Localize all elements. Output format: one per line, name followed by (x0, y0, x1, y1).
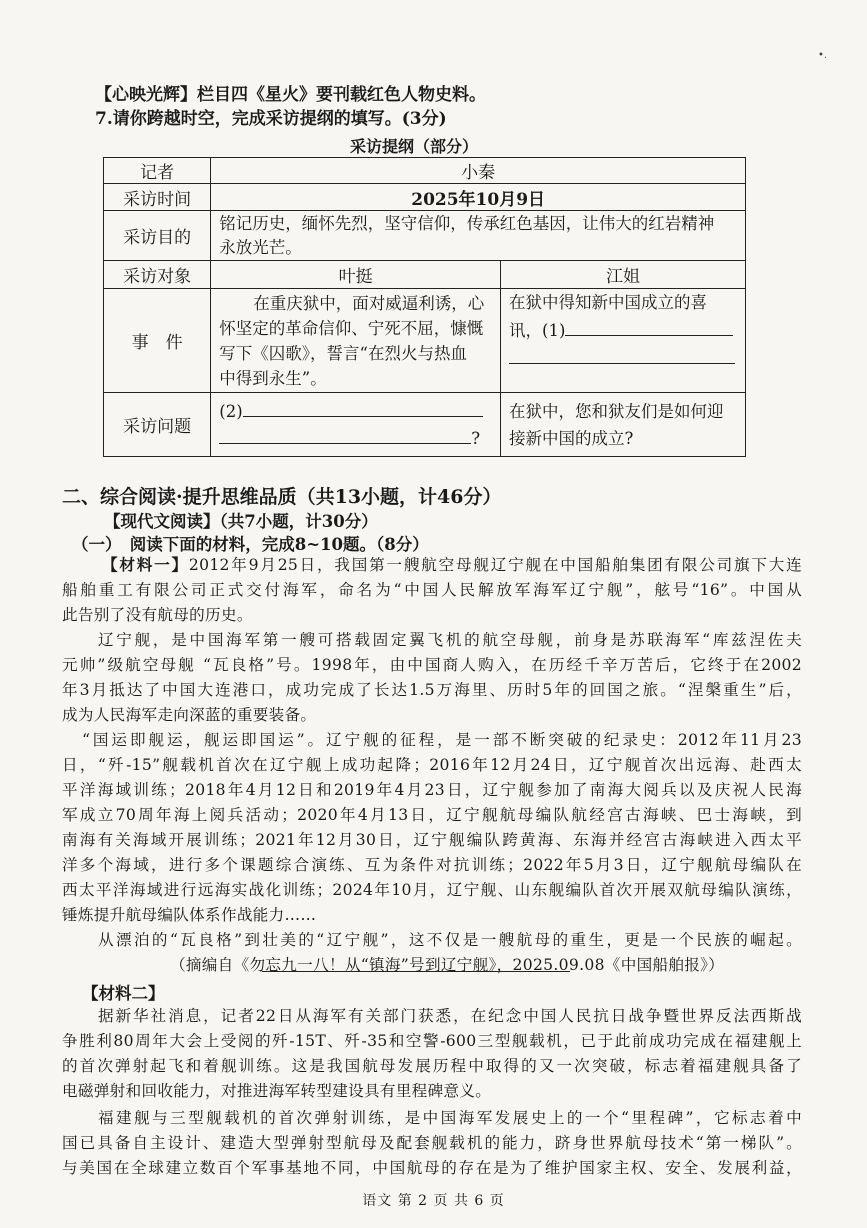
time-value: 2025年10月9日 (211, 184, 746, 211)
event-jiang-jie: 在狱中得知新中国成立的喜 讯，(1) (501, 289, 746, 393)
corner-mark: •. (818, 50, 828, 61)
question-label: 采访问题 (104, 393, 211, 457)
material2-line: 福建舰与三型舰载机的首次弹射训练，是中国海军发展史上的一个“里程碑”，它标志着中 (98, 1109, 802, 1127)
modern-reading-heading: 【现代文阅读】（共7小题，计30分） (104, 512, 378, 531)
material2-line: 国已具备自主设计、建造大型弹射型航母及配套舰载机的能力，跻身世界航母技术“第一梯队”。 (62, 1134, 802, 1152)
answer-blank-2-continued[interactable] (219, 427, 471, 444)
question-ye-ting: (2) ? (211, 393, 501, 457)
material1-source: （摘编自《勿忘九一八！从“镇海”号到辽宁舰》，2025.09.08《中国船舶报》） (170, 956, 725, 974)
table-row (104, 289, 746, 393)
material1-line: 年3月抵达了中国大连港口，成功完成了长达1.5万海里、历时5年的回国之旅。“涅槃重生”后， (62, 681, 802, 699)
time-label: 采访时间 (104, 184, 211, 211)
answer-blank-1[interactable] (565, 319, 733, 336)
material2-line: 电磁弹射和回收能力，对推进海军转型建设具有里程碑意义。 (62, 1082, 492, 1100)
material1-line: 从漂泊的“瓦良格”到壮美的“辽宁舰”，这不仅是一艘航母的重生，更是一个民族的崛起。 (98, 931, 802, 949)
interview-outline-table (103, 157, 746, 457)
material1-line: 平洋海域训练；2018年4月12日和2019年4月23日，辽宁舰参加了南海大阅兵以及庆祝人民海 (62, 781, 802, 799)
table-row (104, 184, 746, 211)
material1-line: 军成立70周年海上阅兵活动；2020年4月13日，辽宁舰航母编队航经宫古海峡、巴士海峡，到 (62, 806, 802, 824)
subject-jiang-jie: 江姐 (501, 261, 746, 289)
material1-line: 南海有关海域开展训练；2021年12月30日，辽宁舰编队跨黄海、东海并经宫古海峡进入西太平 (62, 831, 802, 849)
material2-line: 争胜利80周年大会上受阅的歼-15T、歼-35和空警-600三型舰载机，已于此前成功完成在福建舰上 (62, 1032, 802, 1050)
question-7: 7.请你跨越时空，完成采访提纲的填写。(3分) (95, 109, 447, 129)
subject-label: 采访对象 (104, 261, 211, 289)
page-footer: 语文 第 2 页 共 6 页 (362, 1193, 505, 1209)
table-row (104, 211, 746, 261)
event-label: 事 件 (104, 289, 211, 393)
section-intro: 【心映光辉】栏目四《星火》要刊载红色人物史料。 (95, 85, 486, 105)
material1-line: 船舶重工有限公司正式交付海军，命名为“中国人民解放军海军辽宁舰”，舷号“16”。中国从 (62, 581, 802, 599)
reporter-label: 记者 (104, 158, 211, 184)
material1-line: 洋多个海域，进行多个课题综合演练、互为条件对抗训练；2022年5月3日，辽宁舰航母编队在 (62, 856, 802, 874)
reporter-value: 小秦 (211, 158, 746, 184)
subsection-1-heading: （一） 阅读下面的材料，完成8~10题。（8分） (72, 535, 429, 554)
material1-line: 【材料一】2012年9月25日，我国第一艘航空母舰辽宁舰在中国船舶集团有限公司旗下大连 (102, 555, 802, 574)
material1-line: 成为人民海军走向深蓝的重要装备。 (62, 706, 317, 724)
table-row (104, 393, 746, 457)
answer-blank-1-continued[interactable] (509, 347, 735, 364)
part2-heading: 二、综合阅读·提升思维品质（共13小题，计46分） (62, 486, 502, 508)
answer-blank-2[interactable] (243, 400, 483, 417)
material1-line: 西太平洋海域进行远海实战化训练；2024年10月，辽宁舰、山东舰编队首次开展双航母编队演练， (62, 881, 802, 899)
material2-line: 据新华社消息，记者22日从海军有关部门获悉，在纪念中国人民抗日战争暨世界反法西斯战 (98, 1007, 802, 1025)
material2-line: 与美国在全球建立数百个军事基地不同，中国航母的存在是为了维护国家主权、安全、发展利益， (62, 1159, 802, 1177)
table-row (104, 158, 746, 184)
material1-line: 锤炼提升航母编队体系作战能力…… (62, 906, 317, 924)
material2-line: 的首次弹射起飞和着舰训练。这是我国航母发展历程中取得的又一次突破，标志着福建舰具备了 (62, 1057, 802, 1075)
purpose-value: 铭记历史，缅怀先烈，坚守信仰，传承红色基因，让伟大的红岩精神 永放光芒。 (211, 211, 746, 261)
event-ye-ting: 在重庆狱中，面对威逼利诱，心 怀坚定的革命信仰、宁死不屈，慷慨 写下《囚歌》，誓言“在烈火与热血 中得到永生”。 (211, 289, 501, 393)
material1-line: 此告别了没有航母的历史。 (62, 606, 253, 624)
material1-line: 日，“歼-15”舰载机首次在辽宁舰上成功起降；2016年12月24日，辽宁舰首次出远海、赴西太 (62, 756, 802, 774)
material1-label: 【材料一】 (102, 555, 189, 574)
question-jiang-jie: 在狱中，您和狱友们是如何迎 接新中国的成立? (501, 393, 746, 457)
material1-line: 辽宁舰，是中国海军第一艘可搭载固定翼飞机的航空母舰，前身是苏联海军“库兹涅佐夫 (98, 631, 802, 649)
section-heading: 【心映光辉】 (95, 85, 197, 105)
table-caption: 采访提纲（部分） (350, 137, 479, 156)
material2-title-blank (262, 971, 570, 972)
material1-line: “国运即舰运，舰运即国运”。辽宁舰的征程，是一部不断突破的纪录史：2012年11月23 (82, 731, 802, 749)
table-row (104, 261, 746, 289)
material1-line: 元帅”级航空母舰 “瓦良格”号。1998年，由中国商人购入，在历经千辛万苦后，它终于在2002 (62, 656, 802, 674)
material2-label: 【材料二】 (82, 984, 165, 1003)
purpose-label: 采访目的 (104, 211, 211, 261)
subject-ye-ting: 叶挺 (211, 261, 501, 289)
